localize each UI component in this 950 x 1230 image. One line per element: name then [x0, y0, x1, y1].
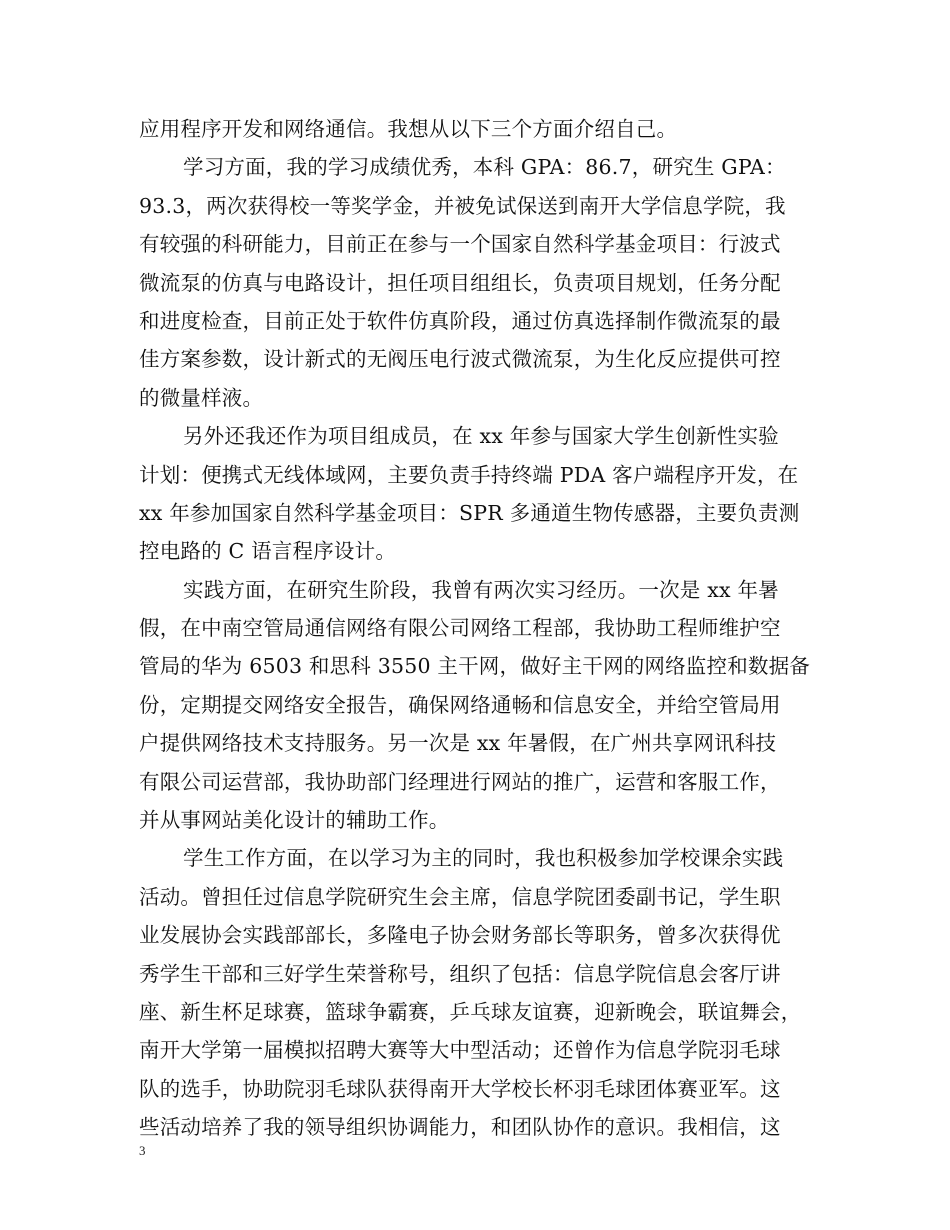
text-line: 计划：便携式无线体域网，主要负责手持终端 PDA 客户端程序开发，在	[139, 462, 799, 487]
text-line: 南开大学第一届模拟招聘大赛等大中型活动；还曾作为信息学院羽毛球	[139, 1038, 781, 1063]
text-line: 有限公司运营部，我协助部门经理进行网站的推广，运营和客服工作，	[139, 769, 781, 794]
text-line: 份，定期提交网络安全报告，确保网络通畅和信息安全，并给空管局用	[139, 692, 781, 717]
page-number: 3	[139, 1143, 146, 1158]
text-line: 和进度检查，目前正处于软件仿真阶段，通过仿真选择制作微流泵的最	[139, 308, 781, 333]
text-line: 户提供网络技术支持服务。另一次是 xx 年暑假，在广州共享网讯科技	[139, 731, 777, 756]
text-line: 应用程序开发和网络通信。我想从以下三个方面介绍自己。	[139, 117, 678, 141]
text-line: 活动。曾担任过信息学院研究生会主席，信息学院团委副书记，学生职	[139, 884, 781, 909]
text-line: xx 年参加国家自然科学基金项目：SPR 多通道生物传感器，主要负责测	[139, 500, 800, 525]
paragraph-start-line: 另外还我还作为项目组成员，在 xx 年参与国家大学生创新性实验	[183, 424, 779, 449]
text-line: 些活动培养了我的领导组织协调能力，和团队协作的意识。我相信，这	[139, 1115, 781, 1140]
paragraph-start-line: 学习方面，我的学习成绩优秀，本科 GPA：86.7，研究生 GPA：	[183, 155, 786, 180]
text-line: 有较强的科研能力，目前正在参与一个国家自然科学基金项目：行波式	[139, 232, 781, 257]
paragraph-start-line: 实践方面，在研究生阶段，我曾有两次实习经历。一次是 xx 年暑	[183, 577, 779, 602]
text-line: 秀学生干部和三好学生荣誉称号，组织了包括：信息学院信息会客厅讲	[139, 961, 781, 986]
text-line: 管局的华为 6503 和思科 3550 主干网，做好主干网的网络监控和数据备	[139, 654, 811, 679]
text-line: 业发展协会实践部部长，多隆电子协会财务部长等职务，曾多次获得优	[139, 923, 781, 948]
text-line: 的微量样液。	[139, 385, 264, 410]
text-line: 队的选手，协助院羽毛球队获得南开大学校长杯羽毛球团体赛亚军。这	[139, 1076, 781, 1101]
document-body	[139, 110, 829, 1147]
text-line: 并从事网站美化设计的辅助工作。	[139, 808, 450, 833]
text-line: 佳方案参数，设计新式的无阀压电行波式微流泵，为生化反应提供可控	[139, 347, 781, 372]
text-line: 微流泵的仿真与电路设计，担任项目组组长，负责项目规划，任务分配	[139, 270, 781, 295]
text-line: 座、新生杯足球赛，篮球争霸赛，乒乓球友谊赛，迎新晚会，联谊舞会，	[139, 999, 802, 1024]
paragraph-start-line: 学生工作方面，在以学习为主的同时，我也积极参加学校课余实践	[183, 846, 784, 871]
text-line: 控电路的 C 语言程序设计。	[139, 539, 397, 564]
text-line: 假，在中南空管局通信网络有限公司网络工程部，我协助工程师维护空	[139, 616, 781, 641]
text-line: 93.3，两次获得校一等奖学金，并被免试保送到南开大学信息学院，我	[139, 193, 786, 218]
